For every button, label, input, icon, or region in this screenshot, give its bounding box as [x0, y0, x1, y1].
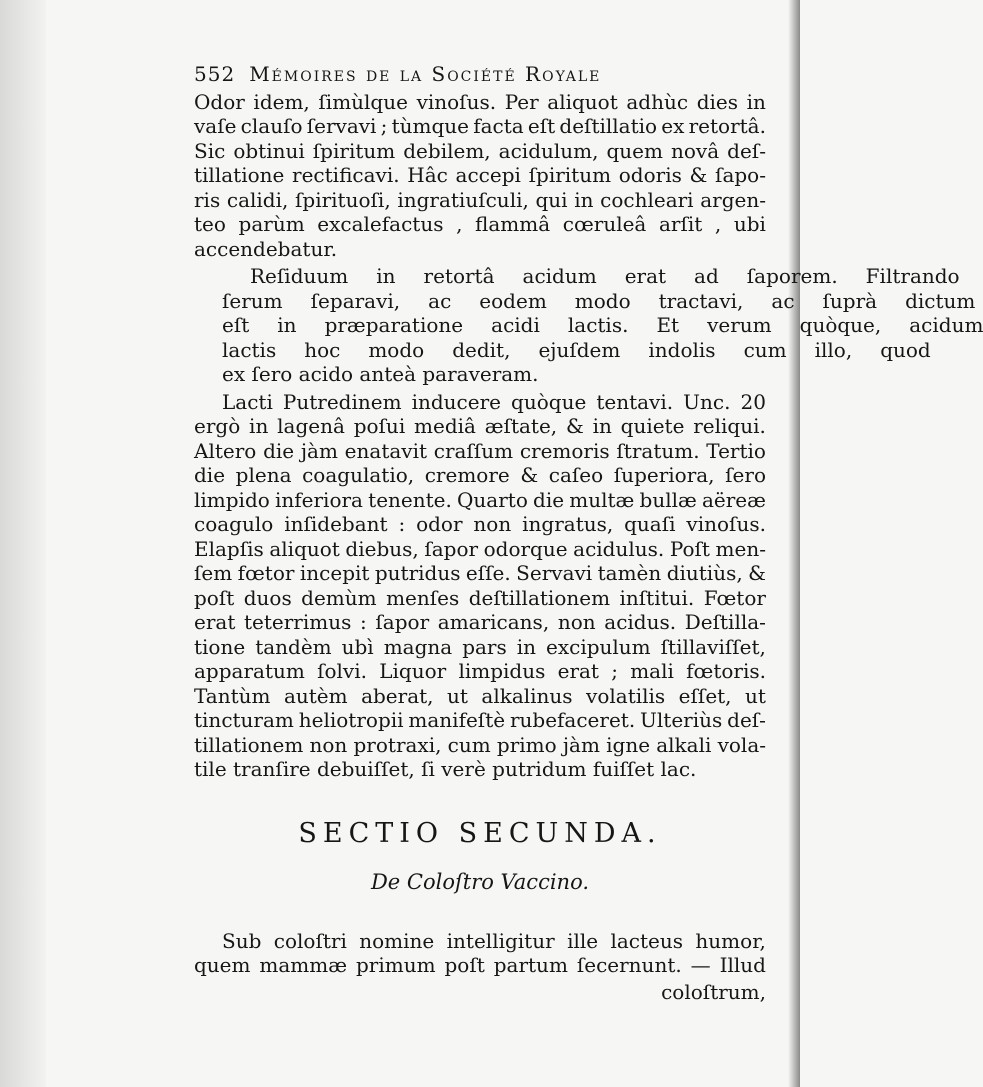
text-line: Elapſis aliquot diebus, ſapor odorque acidulus. Poſt men-	[194, 536, 766, 561]
paragraph-2	[194, 264, 983, 387]
text-line: ſerum ſeparavi, ac eodem modo tractavi, ac ſuprà dictum	[222, 288, 976, 313]
text-line: poſt duos demùm menſes deſtillationem inſtitui. Fœtor	[194, 585, 766, 610]
text-line: vaſe clauſo ſervavi ; tùmque facta eſt deſtillatio ex retortâ.	[194, 114, 766, 138]
text-line: ergò in lagenâ poſui mediâ æſtate, & in quiete reliqui.	[194, 414, 766, 438]
text-line: apparatum ſolvi. Liquor limpidus erat ; mali fœtoris.	[194, 659, 766, 683]
section-heading: SECTIO SECUNDA.	[298, 817, 662, 849]
text-line: ex ſero acido anteà paraveram.	[222, 362, 539, 386]
text-line: coagulo inſidebant : odor non ingratus, quaſi vinoſus.	[194, 512, 766, 536]
text-line: Reſiduum in retortâ acidum erat ad ſaporem. Filtrando	[250, 264, 960, 288]
text-line: erat teterrimus : ſapor amaricans, non acidus. Deſtilla-	[194, 610, 766, 634]
paragraph-3	[194, 390, 766, 782]
section-subheading: De Coloſtro Vaccino.	[370, 870, 590, 894]
text-line: tillationem non protraxi, cum primo jàm igne alkali vola-	[194, 732, 766, 757]
book-page	[194, 62, 983, 1004]
text-line: tile tranſire debuiſſet, ſi verè putridum fuiſſet lac.	[194, 757, 697, 781]
paragraph-4	[194, 929, 766, 1005]
catchword: coloſtrum,	[661, 979, 766, 1004]
text-line: Tantùm autèm aberat, ut alkalinus volatilis eſſet, ut	[194, 683, 766, 708]
text-line: Sub coloſtri nomine intelligitur ille lacteus humor,	[222, 928, 766, 953]
text-line: ris calidi, ſpirituoſi, ingratiuſculi, qui in cochleari argen-	[194, 187, 766, 212]
page-number: 552	[194, 62, 236, 86]
text-line: eſt in præparatione acidi lactis. Et verum quòque, acidum	[222, 313, 983, 337]
text-line: tillatione rectificavi. Hâc accepi ſpiritum odoris & ſapo-	[194, 163, 766, 187]
running-head	[194, 62, 766, 87]
text-line: Odor idem, ſimùlque vinoſus. Per aliquot adhùc dies in	[194, 89, 766, 114]
text-line: Altero die jàm enatavit craſſum cremoris ſtratum. Tertio	[194, 438, 766, 463]
text-line: die plena coagulatio, cremore & caſeo ſuperiora, ſero	[194, 463, 766, 487]
text-line: tione tandèm ubì magna pars in excipulum ſtillaviſſet,	[194, 634, 766, 659]
text-line: Sic obtinui ſpiritum debilem, acidulum, quem novâ deſ-	[194, 138, 766, 163]
page-gutter-shadow	[0, 0, 46, 1087]
text-line: limpido inferiora tenente. Quarto die multæ bullæ aëreæ	[194, 487, 766, 512]
text-line: tincturam heliotropii manifeſtè rubefaceret. Ulteriùs deſ-	[194, 708, 766, 732]
paragraph-1	[194, 90, 766, 262]
text-line: Lacti Putredinem inducere quòque tentavi. Unc. 20	[222, 389, 766, 414]
text-line: teo parùm excalefactus , flammâ cœruleâ arſit , ubi	[194, 212, 766, 236]
page-edge-shadow	[788, 0, 800, 1087]
text-line: quem mammæ primum poſt partum ſecernunt. — Illud	[194, 953, 766, 977]
text-line: ſem fœtor incepit putridus eſſe. Servavi tamèn diutiùs, &	[194, 561, 766, 585]
text-line: accendebatur.	[194, 236, 338, 261]
text-line: lactis hoc modo dedit, ejuſdem indolis cum illo, quod	[222, 337, 931, 362]
running-title: Mémoires de la Société Royale	[249, 62, 602, 86]
